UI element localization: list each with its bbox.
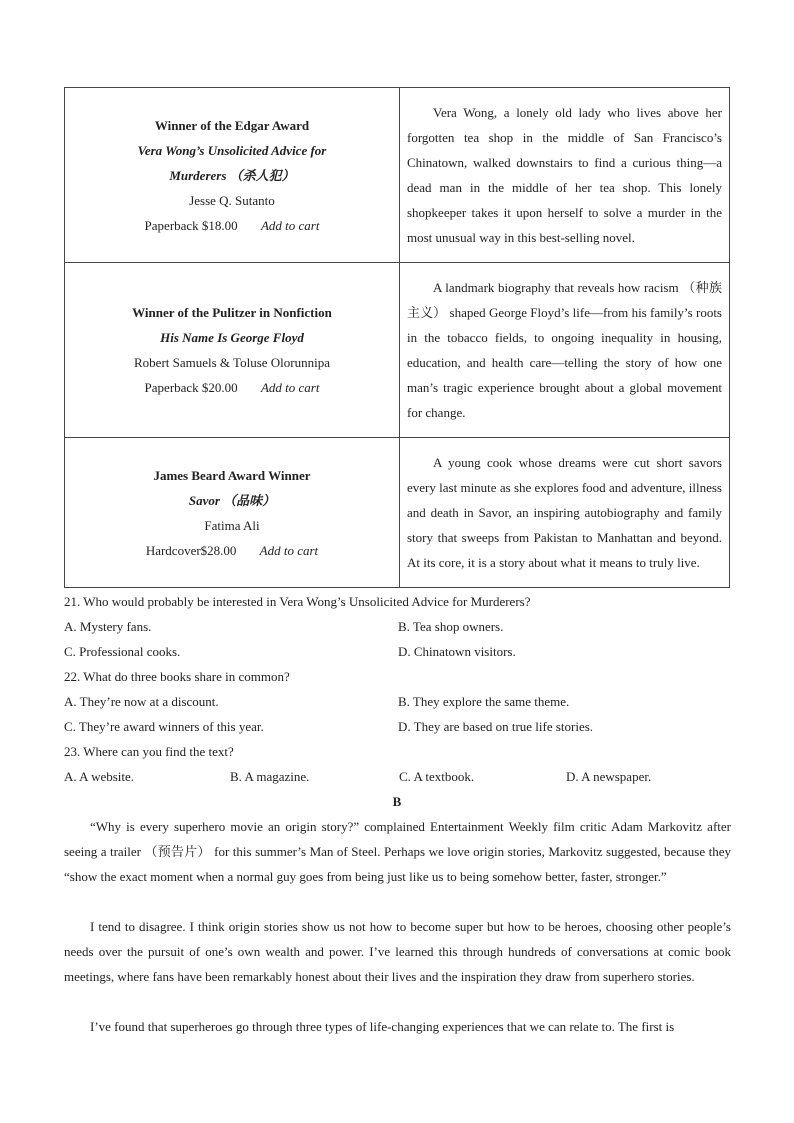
option-a[interactable]: A. They’re now at a discount. bbox=[64, 694, 219, 709]
book-info bbox=[65, 88, 400, 263]
book-description: A landmark biography that reveals how racism （种族主义） shaped George Floyd’s life—from his family’s roots in the tobacco fields, to ongoing inequality in housing, education, and health care—telling the story of how one man’s tragic experience brought about a global movement for change. bbox=[400, 263, 730, 438]
option-c[interactable]: C. A textbook. bbox=[399, 769, 475, 784]
price-line bbox=[66, 213, 398, 238]
book-author: Jesse Q. Sutanto bbox=[189, 192, 275, 208]
price-line bbox=[66, 375, 398, 400]
book-award: Winner of the Edgar Award bbox=[154, 117, 310, 133]
options-row bbox=[64, 639, 730, 664]
option-c[interactable]: C. Professional cooks. bbox=[64, 644, 181, 659]
book-title-cont: Murderers （杀人犯） bbox=[169, 167, 295, 183]
price-line bbox=[66, 538, 398, 563]
option-b[interactable]: B. Tea shop owners. bbox=[398, 619, 504, 634]
option-d[interactable]: D. Chinatown visitors. bbox=[398, 644, 516, 659]
option-b[interactable]: B. They explore the same theme. bbox=[398, 694, 570, 709]
option-d[interactable]: D. They are based on true life stories. bbox=[398, 719, 594, 734]
options-row bbox=[64, 614, 730, 639]
add-to-cart-link[interactable]: Add to cart bbox=[260, 380, 320, 395]
book-award: James Beard Award Winner bbox=[153, 467, 311, 483]
question-21: 21. Who would probably be interested in Vera Wong’s Unsolicited Advice for Murderers? bbox=[64, 594, 531, 609]
book-award: Winner of the Pulitzer in Nonfiction bbox=[132, 305, 332, 320]
question-23: 23. Where can you find the text? bbox=[64, 744, 234, 759]
add-to-cart-link[interactable]: Add to cart bbox=[259, 542, 319, 558]
options-row bbox=[64, 689, 730, 714]
book-info bbox=[65, 438, 400, 588]
book-title: Vera Wong’s Unsolicited Advice for bbox=[137, 142, 327, 158]
book-price: Hardcover$28.00 bbox=[145, 542, 237, 558]
book-description: Vera Wong, a lonely old lady who lives above her forgotten tea shop in the middle of San Francisco’s Chinatown, walked downstairs to find a curious thing—a dead man in the middle of her tea shop. This lonely shopkeeper takes it upon herself to solve a murder in the most unusual way in this best-selling novel. bbox=[400, 88, 730, 263]
option-a[interactable]: A. A website. bbox=[64, 769, 135, 784]
book-title: His Name Is George Floyd bbox=[160, 330, 304, 345]
passage-paragraph: I’ve found that superheroes go through three types of life-changing experiences that we can relate to. The first is bbox=[90, 1019, 675, 1034]
section-heading: B bbox=[392, 794, 402, 809]
book-description: A young cook whose dreams were cut short savors every last minute as she explores food and adventure, illness and death in Savor, an inspiring autobiography and family story that sweeps from Pakistan to Manhattan and beyond. At its core, it is a story about what it means to truly live. bbox=[400, 438, 730, 588]
option-d[interactable]: D. A newspaper. bbox=[566, 769, 652, 784]
options-row bbox=[64, 764, 730, 789]
book-price: Paperback $18.00 bbox=[144, 217, 238, 233]
passage-paragraph: I tend to disagree. I think origin stories show us not how to become super but how to be heroes, choosing other people’s needs over the pursuit of one’s own wealth and power. I’ve learned this through hundreds of conversations at comic book meetings, where fans have been remarkably honest about their lives and the inspiration they draw from superhero stories. bbox=[64, 919, 731, 984]
book-info bbox=[65, 263, 400, 438]
book-author: Robert Samuels & Toluse Olorunnipa bbox=[134, 355, 330, 370]
book-table bbox=[64, 87, 730, 588]
add-to-cart-link[interactable]: Add to cart bbox=[260, 217, 320, 233]
options-row bbox=[64, 714, 730, 739]
passage-paragraph: “Why is every superhero movie an origin story?” complained Entertainment Weekly film critic Adam Markovitz after seeing a trailer （预告片） for this summer’s Man of Steel. Perhaps we love origin stories, Markovitz suggested, because they “show the exact moment when a normal guy goes from being just like us to being somehow better, faster, stronger.” bbox=[64, 819, 731, 884]
book-author: Fatima Ali bbox=[204, 517, 260, 533]
book-row bbox=[65, 263, 730, 438]
book-row bbox=[65, 438, 730, 588]
option-c[interactable]: C. They’re award winners of this year. bbox=[64, 719, 264, 734]
option-a[interactable]: A. Mystery fans. bbox=[64, 619, 152, 634]
option-b[interactable]: B. A magazine. bbox=[230, 769, 310, 784]
book-price: Paperback $20.00 bbox=[144, 380, 238, 395]
book-title: Savor （品味） bbox=[188, 492, 276, 508]
book-row bbox=[65, 88, 730, 263]
question-22: 22. What do three books share in common? bbox=[64, 669, 290, 684]
